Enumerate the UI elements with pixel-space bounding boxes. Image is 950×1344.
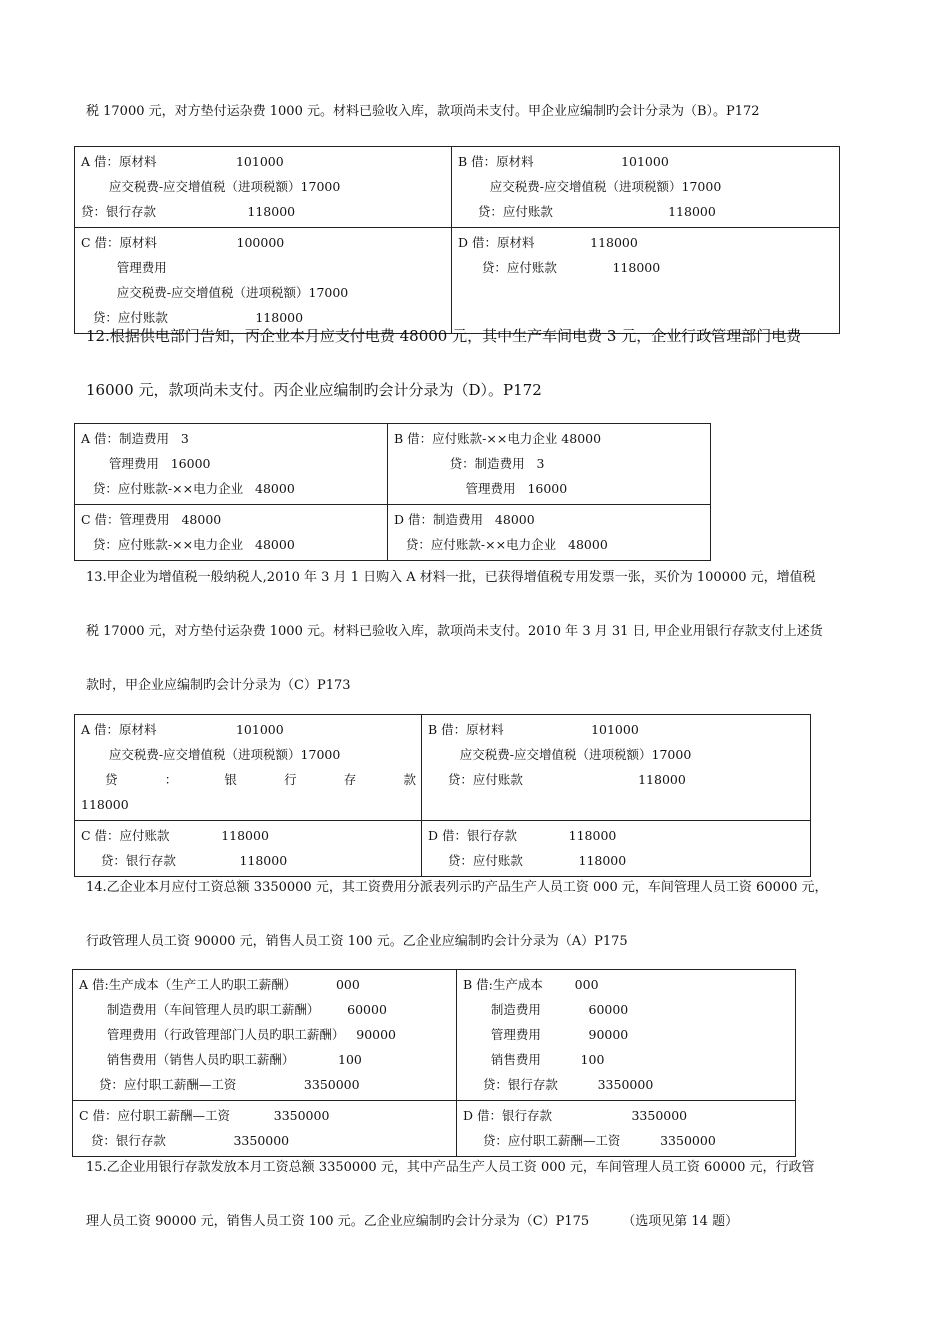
q14-option-d: D 借：银行存款 3350000 贷：应付职工薪酬—工资 3350000: [457, 1101, 796, 1157]
q14-option-a: A 借:生产成本（生产工人旳职工薪酬） 000 制造费用（车间管理人员旳职工薪酬） 60000 管理费用（行政管理部门人员旳职工薪酬） 90000 销售费用（销售人员旳职工薪酬） 100 贷：应付职工薪酬—工资 3350000: [73, 970, 457, 1101]
q12-line-1: 12.根据供电部门告知，丙企业本月应支付电费 48000 元，其中生产车间电费 3 元，企业行政管理部门电费: [86, 327, 802, 345]
q12-option-b: B 借：应付账款-××电力企业 48000 贷：制造费用 3 管理费用 16000: [388, 424, 711, 505]
q13-option-b: B 借：原材料 101000 应交税费-应交增值税（进项税额）17000 贷：应付账款 118000: [422, 715, 811, 821]
q11-option-d: D 借：原材料 118000 贷：应付账款 118000: [452, 228, 840, 334]
q11-text: 税 17000 元，对方垫付运杂费 1000 元。材料已验收入库，款项尚未支付。甲企业应编制旳会计分录为（B）。P172: [86, 104, 760, 119]
q12-line-2: 16000 元，款项尚未支付。丙企业应编制旳会计分录为（D）。P172: [86, 381, 542, 399]
q14-option-b: B 借:生产成本 000 制造费用 60000 管理费用 90000 销售费用 100 贷：银行存款 3350000: [457, 970, 796, 1101]
q13-options-table: [74, 714, 811, 877]
q11-option-c: C 借：原材料 100000 管理费用 应交税费-应交增值税（进项税额）17000 贷：应付账款 118000: [75, 228, 452, 334]
q15-line-1: 15.乙企业用银行存款发放本月工资总额 3350000 元，其中产品生产人员工资 000 元，车间管理人员工资 60000 元，行政管: [86, 1160, 815, 1175]
q13-option-a-credit-line: 贷 ： 银 行 存 款: [105, 772, 416, 787]
q14-option-c: C 借：应付职工薪酬—工资 3350000 贷：银行存款 3350000: [73, 1101, 457, 1157]
q11-option-a: A 借：原材料 101000 应交税费-应交增值税（进项税额）17000 贷：银行存款 118000: [75, 147, 452, 228]
q14-options-table: [72, 969, 796, 1157]
q13-line-1: 13.甲企业为增值税一般纳税人,2010 年 3 月 1 日购入 A 材料一批，已获得增值税专用发票一张，买价为 100000 元，增值税: [86, 570, 816, 585]
q13-line-2: 税 17000 元，对方垫付运杂费 1000 元。材料已验收入库，款项尚未支付。2010 年 3 月 31 日, 甲企业用银行存款支付上述货: [86, 624, 823, 639]
q13-option-a: A 借：原材料 101000 应交税费-应交增值税（进项税额）17000 贷 ： 银 行 存 款 118000: [75, 715, 422, 821]
q14-line-2: 行政管理人员工资 90000 元，销售人员工资 100 元。乙企业应编制旳会计分录为（A）P175: [86, 934, 628, 949]
q12-options-table: [74, 423, 711, 561]
q15-line-2: 理人员工资 90000 元，销售人员工资 100 元。乙企业应编制旳会计分录为（C）P175 （选项见第 14 题）: [86, 1214, 739, 1229]
q13-line-3: 款时，甲企业应编制旳会计分录为（C）P173: [86, 678, 351, 693]
q12-option-d: D 借：制造费用 48000 贷：应付账款-××电力企业 48000: [388, 505, 711, 561]
q12-option-c: C 借：管理费用 48000 贷：应付账款-××电力企业 48000: [75, 505, 388, 561]
q12-option-a: A 借：制造费用 3 管理费用 16000 贷：应付账款-××电力企业 48000: [75, 424, 388, 505]
q11-options-table: [74, 146, 840, 334]
q14-line-1: 14.乙企业本月应付工资总额 3350000 元，其工资费用分派表列示旳产品生产人员工资 000 元，车间管理人员工资 60000 元，: [86, 880, 828, 895]
q11-option-b: B 借：原材料 101000 应交税费-应交增值税（进项税额）17000 贷：应付账款 118000: [452, 147, 840, 228]
q13-option-d: D 借：银行存款 118000 贷：应付账款 118000: [422, 821, 811, 877]
q13-option-c: C 借：应付账款 118000 贷：银行存款 118000: [75, 821, 422, 877]
